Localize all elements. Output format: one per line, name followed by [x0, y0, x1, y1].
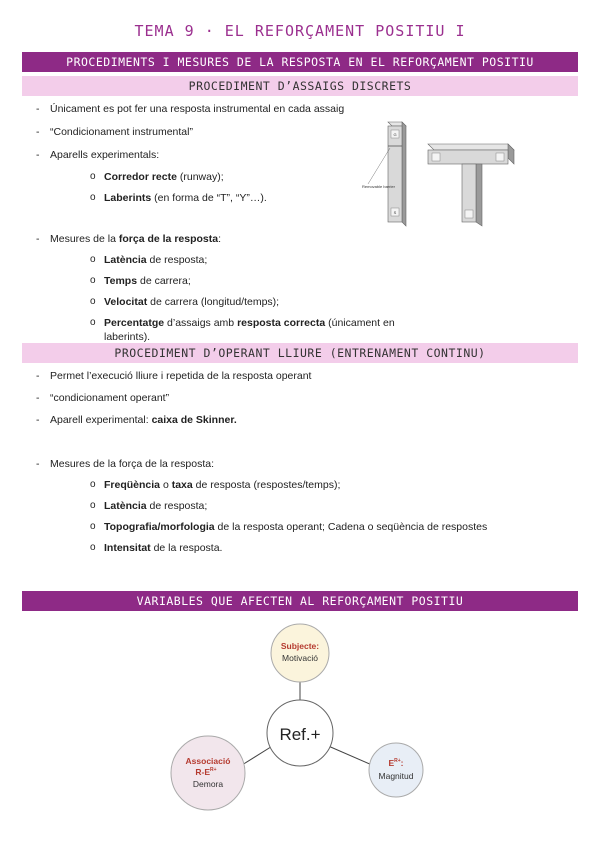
connector-right	[326, 745, 372, 765]
sub-list-item: o Intensitat de la resposta.	[50, 541, 562, 555]
node-associacio-text: Demora	[192, 779, 224, 789]
sub-list-item: o Latència de resposta;	[50, 253, 442, 267]
list-assaigs-discrets	[22, 102, 362, 212]
sub-list-item: o Velocitat de carrera (longitud/temps);	[50, 295, 442, 309]
runway-t-maze-figure	[362, 118, 522, 230]
list-mesures-operant	[22, 457, 562, 562]
list-item: - Aparells experimentals: o Corredor recte (runway); o Laberints (en forma de “T”, “Y”…).	[22, 148, 362, 205]
node-magnitud	[369, 743, 423, 797]
list-item: - Mesures de la força de la resposta: o Latència de resposta; o Temps de carrera; o Velocitat de carrera (longitud/temps); o Percentatge d’assaigs amb resposta correcta (únicament en laberints).	[22, 232, 442, 344]
node-associacio-title2: R-E	[195, 767, 211, 777]
list-item: - Mesures de la força de la resposta: o Freqüència o taxa de resposta (respostes/temps); o Latència de resposta; o Topografia/morfologia de la resposta operant; Cadena o seqüència de respostes o Intensitat de la resposta.	[22, 457, 562, 555]
node-subjecte-text: Motivació	[282, 653, 318, 663]
section-header-variables: VARIABLES QUE AFECTEN AL REFORÇAMENT POSITIU	[22, 591, 578, 611]
start-box-letter: S	[393, 210, 397, 215]
node-magnitud-text: Magnitud	[378, 771, 414, 781]
connector-left	[242, 745, 274, 765]
node-subjecte-title: Subjecte:	[280, 641, 320, 651]
section-header-procediments: PROCEDIMENTS I MESURES DE LA RESPOSTA EN EL REFORÇAMENT POSITIU	[22, 52, 578, 72]
sub-list-item: o Temps de carrera;	[50, 274, 442, 288]
list-mesures-assaigs	[22, 232, 442, 351]
sub-list-item: o Topografia/morfologia de la resposta operant; Cadena o seqüència de respostes	[50, 520, 562, 534]
goal-box-letter: G	[393, 132, 397, 137]
node-magnitud-title: E	[388, 758, 395, 768]
sub-list-item: o Freqüència o taxa de resposta (respostes/temps);	[50, 478, 562, 492]
node-associacio-title1: Associació	[185, 756, 231, 766]
sub-list-item: o Corredor recte (runway);	[50, 170, 362, 184]
subsection-header-operant-lliure: PROCEDIMENT D’OPERANT LLIURE (ENTRENAMENT CONTINU)	[22, 343, 578, 363]
subsection-header-assaigs-discrets: PROCEDIMENT D’ASSAIGS DISCRETS	[22, 76, 578, 96]
node-ref-center-text: Ref.+	[279, 725, 321, 744]
sub-list-item: o Laberints (en forma de “T”, “Y”…).	[50, 191, 362, 205]
variables-diagram	[160, 615, 440, 835]
node-magnitud-sup: R+	[394, 758, 401, 764]
page-title: TEMA 9 · EL REFORÇAMENT POSITIU I	[134, 22, 466, 40]
list-item: - Aparell experimental: caixa de Skinner.	[22, 413, 542, 427]
removable-barrier-label: Removable barrier	[362, 184, 395, 189]
list-operant-lliure	[22, 369, 542, 427]
list-item: - “condicionament operant”	[22, 391, 542, 405]
sub-list-item: o Latència de resposta;	[50, 499, 562, 513]
node-magnitud-colon: :	[400, 758, 404, 768]
list-item: - “Condicionament instrumental”	[22, 125, 362, 139]
list-item: - Únicament es pot fer una resposta instrumental en cada assaig	[22, 102, 362, 116]
node-associacio-sup: R+	[210, 767, 217, 773]
sub-list-item: o Percentatge d’assaigs amb resposta correcta (únicament en laberints).	[50, 316, 442, 344]
list-item: - Permet l’execució lliure i repetida de la resposta operant	[22, 369, 542, 383]
